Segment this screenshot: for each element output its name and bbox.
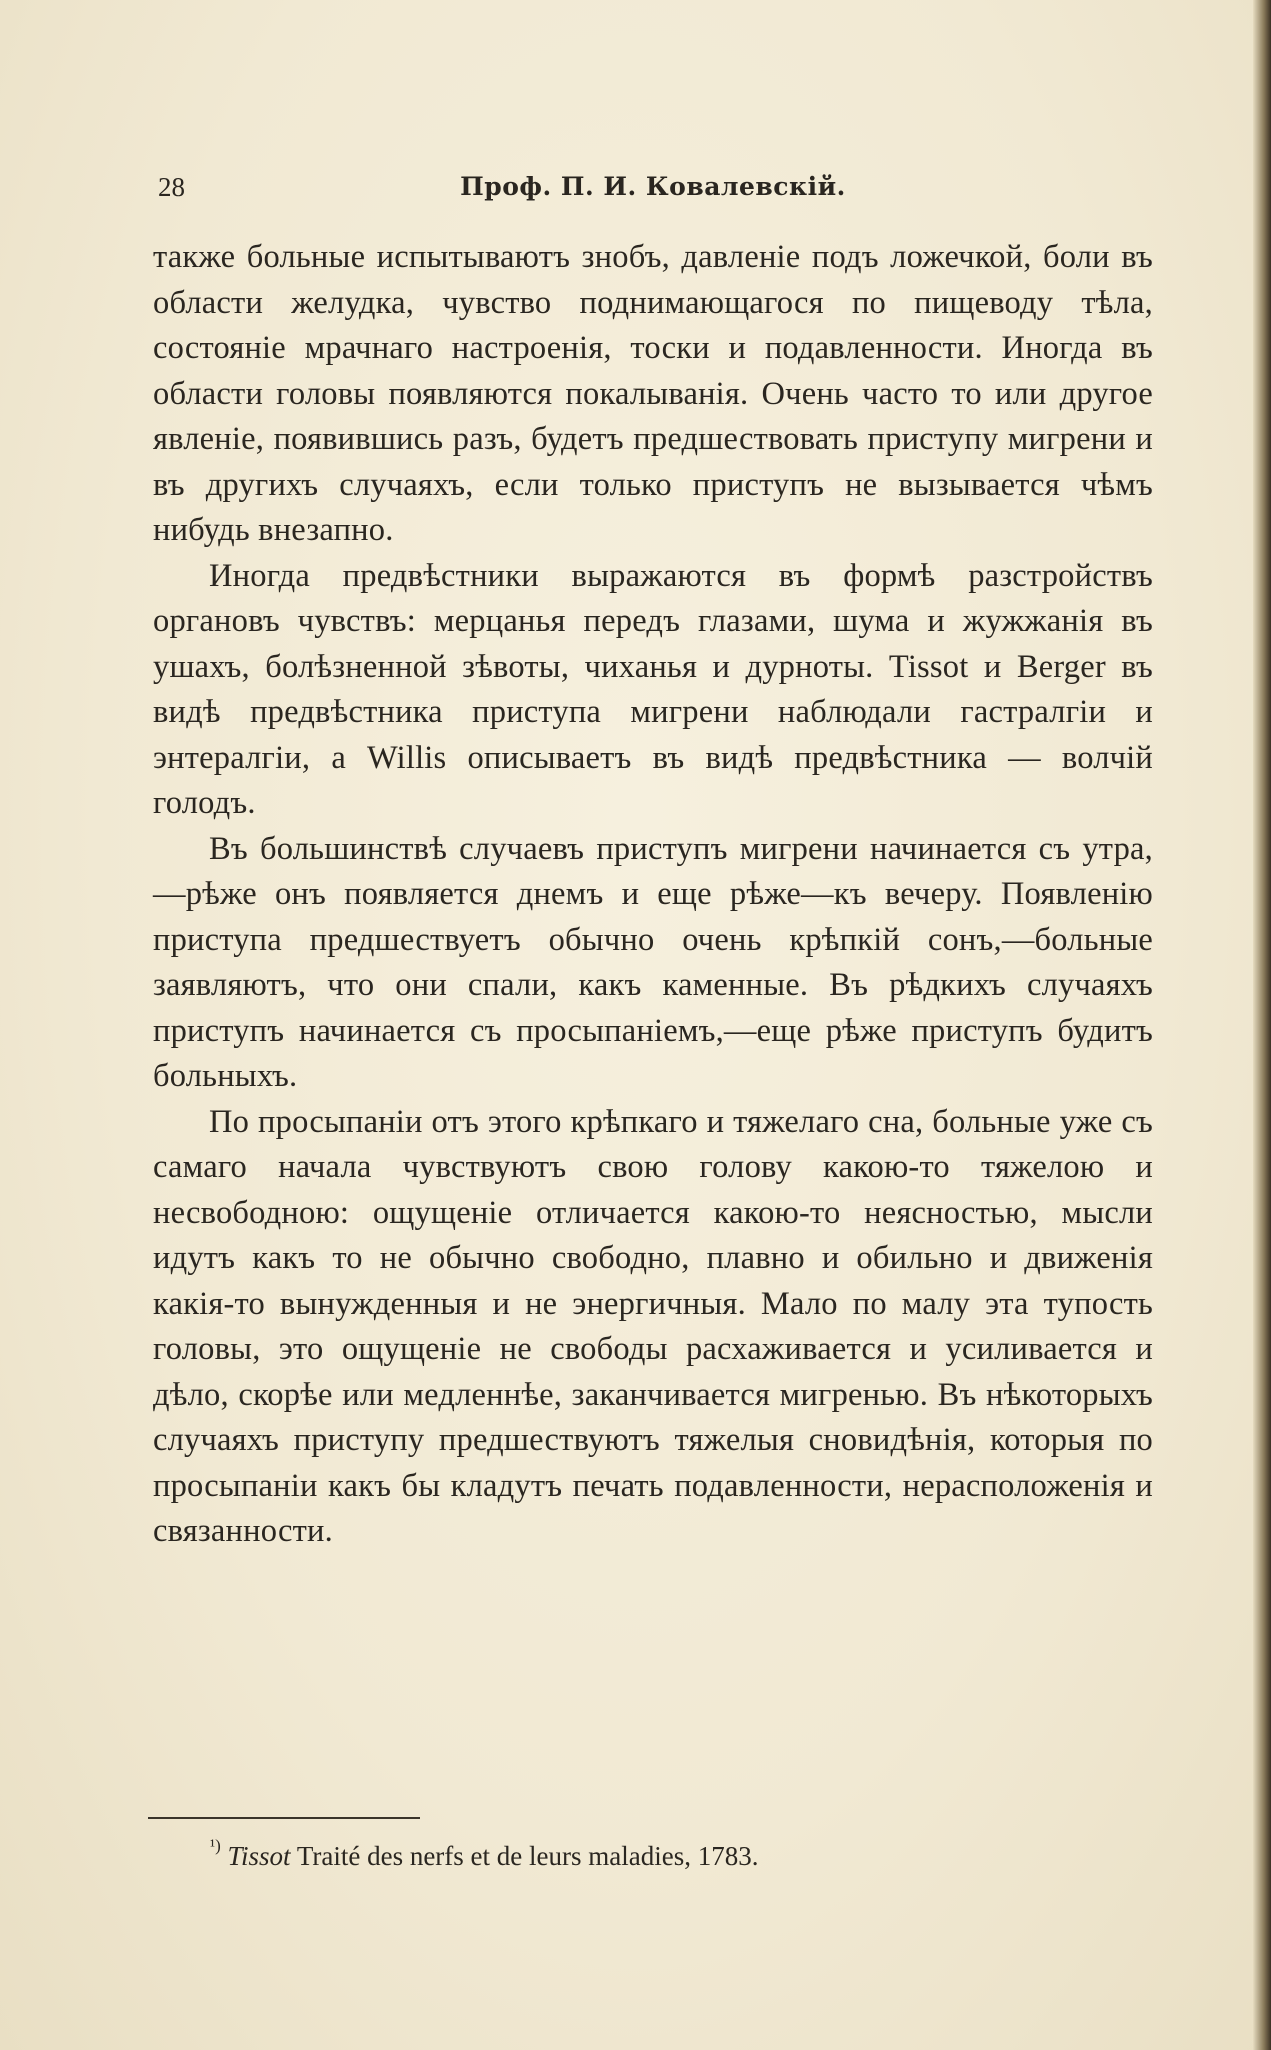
paragraph: Иногда предвѣстники выражаются въ формѣ разстройствъ органовъ чувствъ: мерцанья передъ глазами, шума и жужжанія въ ушахъ, болѣзненной зѣвоты, чиханья и дурноты. Tissot и Berger въ видѣ предвѣстника приступа мигрени наблюдали гастралгіи и энтералгіи, а Willis описываетъ въ видѣ предвѣстника — волчій голодъ. [153,557,1153,821]
page-number: 28 [158,172,185,202]
footnote [210,1836,1110,1872]
running-title: Проф. П. И. Ковалевскій. [460,172,846,201]
paragraph: Въ большинствѣ случаевъ приступъ мигрени начинается съ утра,—рѣже онъ появляется днемъ и еще рѣже—къ вечеру. Появленію приступа предшествуетъ обычно очень крѣпкій сонъ,—больные заявляютъ, что они спали, какъ каменные. Въ рѣдкихъ случаяхъ приступъ начинается съ просыпаніемъ,—еще рѣже приступъ будитъ больныхъ. [153,830,1153,1094]
paragraph: По просыпаніи отъ этого крѣпкаго и тяжелаго сна, больные уже съ самаго начала чувствуютъ свою голову какою-то тяжелою и несвободною: ощущеніе отличается какою-то неясностью, мысли идутъ какъ то не обычно свободно, плавно и обильно и движенія какія-то вынужденныя и не энергичныя. Мало по малу эта тупость головы, это ощущеніе не свободы расхаживается и усиливается и дѣло, скорѣе или медленнѣе, заканчивается мигренью. Въ нѣкоторыхъ случаяхъ приступу предшествуютъ тяжелыя сновидѣнія, которыя по просыпаніи какъ бы кладутъ печать подавленности, нерасположенія и связанности. [153,1103,1153,1549]
paragraph-continued: также больные испытываютъ знобъ, давленіе подъ ложечкой, боли въ области желудка, чувство поднимающагося по пищеводу тѣла, состояніе мрачнаго настроенія, тоски и подавленности. Иногда въ области головы появляются покалыванія. Очень часто то или другое явленіе, появившись разъ, будетъ предшествовать приступу мигрени и въ другихъ случаяхъ, если только приступъ не вызывается чѣмъ нибудь внезапно. [153,239,1153,548]
footnote-text: Traité des nerfs et de leurs maladies, 1783. [296,1841,759,1871]
page-edge-shadow [1253,0,1271,2050]
body-text [153,235,1153,1555]
footnote-marker: ¹) [210,1836,221,1855]
page-header [158,172,1148,212]
footnote-divider [148,1817,420,1819]
footnote-author: Tissot [227,1841,291,1871]
